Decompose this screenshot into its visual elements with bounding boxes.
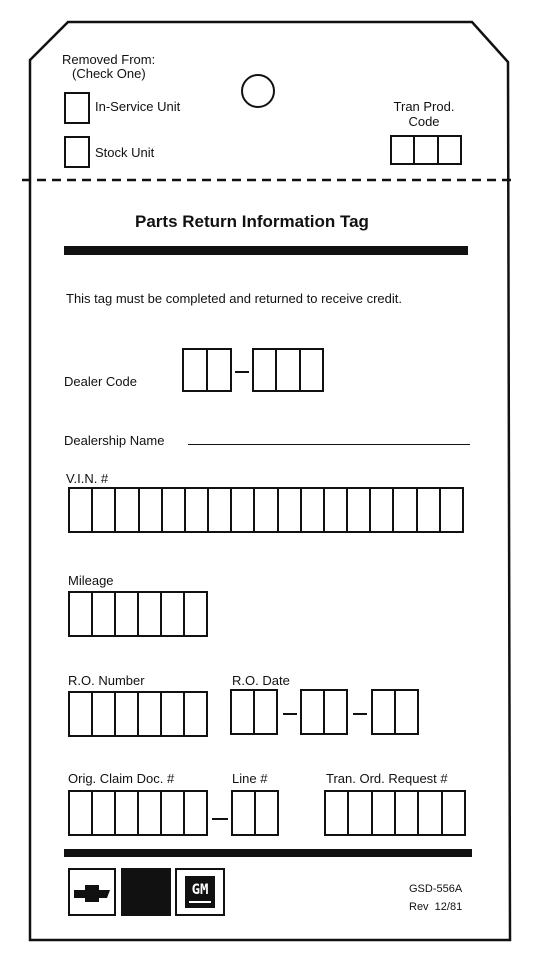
line-number-label: Line # [232, 771, 268, 786]
chevrolet-bowtie-logo [68, 868, 116, 916]
title-rule [64, 246, 468, 255]
form-revision: Rev 12/81 [409, 901, 463, 913]
gm-logo-underline [189, 901, 211, 903]
ro-date-month-boxes[interactable] [230, 689, 278, 735]
mileage-label: Mileage [68, 573, 114, 588]
orig-claim-doc-boxes[interactable] [68, 790, 208, 836]
tran-prod-label: Tran Prod. [393, 99, 455, 114]
tran-ord-request-label: Tran. Ord. Request # [326, 771, 448, 786]
tran-prod-code-boxes[interactable] [390, 135, 462, 165]
gm-logo [175, 868, 225, 916]
dealership-name-label: Dealership Name [64, 433, 165, 448]
black-square-logo [121, 868, 171, 916]
ro-date-label: R.O. Date [232, 673, 290, 688]
gm-logo-text: GM [191, 882, 209, 898]
ro-number-boxes[interactable] [68, 691, 208, 737]
check-one-subheading: (Check One) [72, 66, 146, 81]
vin-boxes[interactable] [68, 487, 464, 533]
instruction-text: This tag must be completed and returned to receive credit. [66, 291, 403, 306]
form-code: GSD-556A [409, 883, 463, 895]
in-service-label: In-Service Unit [95, 99, 181, 114]
vin-label: V.I.N. # [66, 471, 109, 486]
dealer-code-label: Dealer Code [64, 374, 137, 389]
orig-claim-line-separator [212, 818, 228, 820]
ro-date-day-boxes[interactable] [300, 689, 348, 735]
stock-unit-label: Stock Unit [95, 145, 155, 160]
punch-hole [242, 75, 274, 107]
page-title: Parts Return Information Tag [135, 212, 369, 231]
line-number-boxes[interactable] [231, 790, 279, 836]
tran-ord-request-boxes[interactable] [324, 790, 466, 836]
stock-unit-checkbox[interactable] [64, 136, 90, 168]
mileage-boxes[interactable] [68, 591, 208, 637]
dealer-code-boxes-2[interactable] [252, 348, 324, 392]
dealer-code-separator [235, 371, 249, 373]
orig-claim-doc-label: Orig. Claim Doc. # [68, 771, 175, 786]
perforation-line [0, 176, 544, 184]
ro-date-year-boxes[interactable] [371, 689, 419, 735]
bottom-rule [64, 849, 472, 857]
dealership-name-line[interactable] [188, 444, 470, 445]
ro-date-separator-2 [353, 713, 367, 715]
removed-from-heading: Removed From: [62, 52, 156, 67]
in-service-checkbox[interactable] [64, 92, 90, 124]
tran-prod-code-label: Code [408, 114, 440, 129]
bowtie-icon [70, 870, 114, 914]
ro-date-separator-1 [283, 713, 297, 715]
ro-number-label: R.O. Number [68, 673, 145, 688]
dealer-code-boxes-1[interactable] [182, 348, 232, 392]
